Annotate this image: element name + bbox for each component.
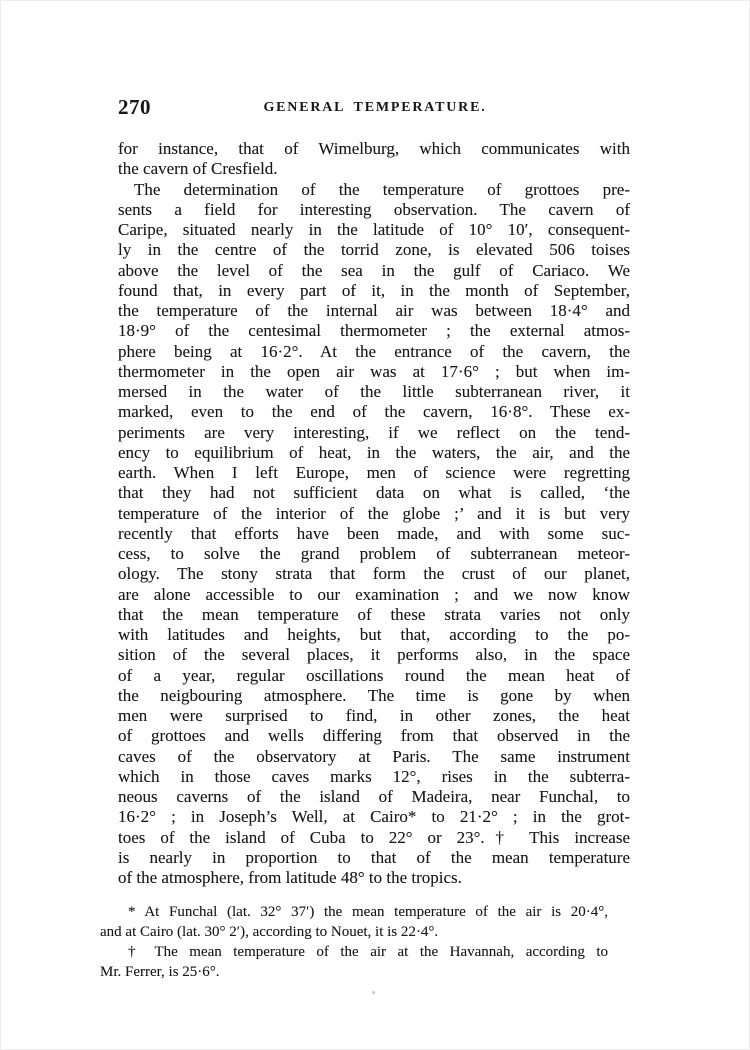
text-line: for instance, that of Wimelburg, which communicates with — [118, 139, 630, 158]
scan-artifact-dot — [372, 991, 375, 994]
running-header: GENERAL TEMPERATURE. — [263, 100, 487, 115]
text-line: of a year, regular oscillations round the mean heat of — [118, 665, 630, 685]
text-line: which in those caves marks 12°, rises in the subterra- — [118, 766, 630, 786]
text-line: men were surprised to find, in other zones, the heat — [118, 706, 630, 725]
text-line: mersed in the water of the little subterranean river, it — [118, 382, 630, 401]
text-line: 18·9° of the centesimal thermometer ; the external atmos- — [118, 321, 630, 341]
text-line: ency to equilibrium of heat, in the waters, the air, and the — [118, 442, 630, 462]
text-line: ly in the centre of the torrid zone, is elevated 506 toises — [118, 240, 630, 260]
text-line: and at Cairo (lat. 30° 2′), according to Nouet, it is 22·4°. — [100, 924, 439, 940]
text-line: is nearly in proportion to that of the mean temperature — [118, 847, 630, 867]
text-line: Caripe, situated nearly in the latitude of 10° 10′, consequent- — [118, 220, 630, 239]
text-line: temperature of the interior of the globe ;’ and it is but very — [118, 503, 630, 523]
text-line: earth. When I left Europe, men of science were regretting — [118, 463, 630, 482]
text-line: of the atmosphere, from latitude 48° to the tropics. — [118, 868, 462, 887]
text-line: above the level of the sea in the gulf of Cariaco. We — [118, 260, 630, 280]
text-line: with latitudes and heights, but that, according to the po- — [118, 625, 630, 644]
text-line: marked, even to the end of the cavern, 16·8°. These ex- — [118, 402, 630, 422]
text-line: periments are very interesting, if we reflect on the tend- — [118, 422, 630, 442]
text-line: toes of the island of Cuba to 22° or 23°.† This increase — [118, 827, 630, 847]
text-line: the neigbouring atmosphere. The time is gone by when — [118, 685, 630, 705]
text-line: of grottoes and wells differing from that observed in the — [118, 726, 630, 746]
page-header — [118, 94, 632, 120]
text-line: ology. The stony strata that form the crust of our planet, — [118, 564, 630, 584]
text-line: neous caverns of the island of Madeira, near Funchal, to — [118, 787, 630, 806]
text-line: that the mean temperature of these strata varies not only — [118, 604, 630, 624]
text-line: cess, to solve the grand problem of subterranean meteor- — [118, 544, 630, 563]
text-line: the temperature of the internal air was between 18·4° and — [118, 301, 630, 320]
text-line: † The mean temperature of the air at the Havannah, according to — [128, 944, 608, 960]
text-line: the cavern of Cresfield. — [118, 159, 278, 179]
text-line: 16·2° ; in Joseph’s Well, at Cairo* to 21·2° ; in the grot- — [118, 807, 630, 827]
text-line: thermometer in the open air was at 17·6° ; but when im- — [118, 361, 630, 381]
page-number: 270 — [118, 95, 151, 119]
text-line: found that, in every part of it, in the month of September, — [118, 280, 630, 300]
text-line: phere being at 16·2°. At the entrance of the cavern, the — [118, 341, 630, 361]
text-line: that they had not sufficient data on what is called, ‘the — [118, 483, 630, 503]
text-line: sents a field for interesting observation. The cavern of — [118, 199, 630, 219]
body-text — [118, 139, 630, 888]
text-line: * At Funchal (lat. 32° 37′) the mean temperature of the air is 20·4°, — [128, 904, 608, 920]
text-line: The determination of the temperature of grottoes pre- — [134, 179, 630, 199]
footnotes — [100, 902, 608, 982]
text-line: recently that efforts have been made, and with some suc- — [118, 523, 630, 543]
text-line: Mr. Ferrer, is 25·6°. — [100, 964, 220, 980]
text-line: caves of the observatory at Paris. The same instrument — [118, 746, 630, 766]
text-line: sition of the several places, it performs also, in the space — [118, 645, 630, 665]
text-line: are alone accessible to our examination ; and we now know — [118, 584, 630, 604]
